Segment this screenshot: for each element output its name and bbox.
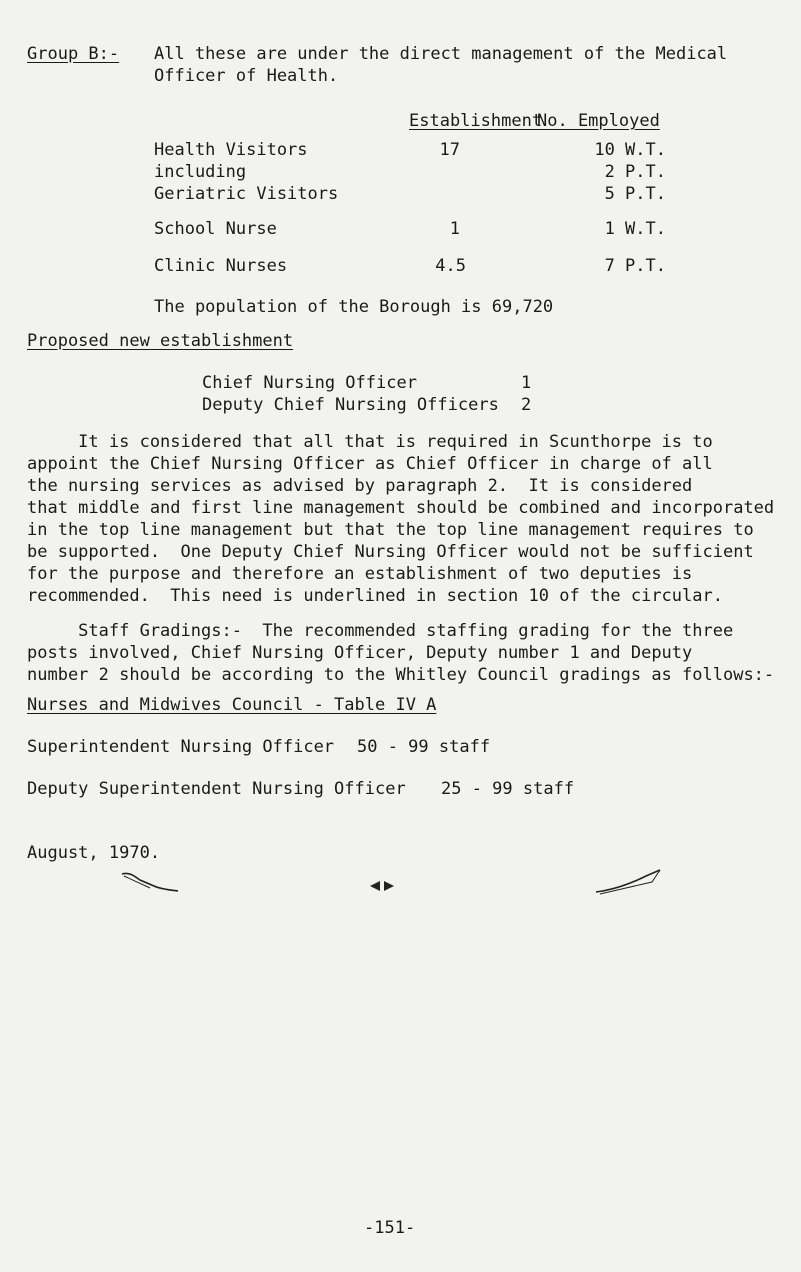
paragraph-line: recommended. This need is underlined in section 10 of the circular. xyxy=(27,586,723,606)
paragraph-line: appoint the Chief Nursing Officer as Chief Officer in charge of all xyxy=(27,454,713,474)
row-employed: 5 P.T. xyxy=(604,184,666,204)
row-employed: 2 P.T. xyxy=(604,162,666,182)
ornament-right-icon xyxy=(594,868,664,896)
row-establishment: 1 xyxy=(449,219,460,239)
row-name: Clinic Nurses xyxy=(154,256,288,276)
proposed-item-count: 2 xyxy=(521,395,532,415)
ornament-arrows-icon xyxy=(368,878,428,894)
row-employed: 7 P.T. xyxy=(604,256,666,276)
paragraph-line: that middle and first line management should be combined and incorporated xyxy=(27,498,775,518)
group-description-line2: Officer of Health. xyxy=(154,66,339,86)
proposed-item-label: Deputy Chief Nursing Officers xyxy=(202,395,499,415)
row-name: Geriatric Visitors xyxy=(154,184,339,204)
header-employed: No. Employed xyxy=(537,111,660,131)
paragraph-line: the nursing services as advised by paragraph 2. It is considered xyxy=(27,476,693,496)
paragraph-line: be supported. One Deputy Chief Nursing Officer would not be sufficient xyxy=(27,542,754,562)
grading-range: 50 - 99 staff xyxy=(357,737,491,757)
grading-post: Deputy Superintendent Nursing Officer xyxy=(27,779,406,799)
header-establishment: Establishment xyxy=(409,111,543,131)
page-number: -151- xyxy=(364,1218,416,1238)
row-name: including xyxy=(154,162,247,182)
row-establishment: 4.5 xyxy=(435,256,466,276)
proposed-item-count: 1 xyxy=(521,373,532,393)
paragraph-management xyxy=(27,431,787,607)
proposed-heading: Proposed new establishment xyxy=(27,331,294,351)
paragraph-staff-gradings xyxy=(27,620,787,686)
row-establishment: 17 xyxy=(439,140,460,160)
paragraph-line: Staff Gradings:- The recommended staffing grading for the three xyxy=(27,621,734,641)
council-table-heading: Nurses and Midwives Council - Table IV A xyxy=(27,695,437,715)
proposed-item-label: Chief Nursing Officer xyxy=(202,373,417,393)
paragraph-line: posts involved, Chief Nursing Officer, Deputy number 1 and Deputy xyxy=(27,643,693,663)
paragraph-line: It is considered that all that is required in Scunthorpe is to xyxy=(27,432,713,452)
paragraph-line: for the purpose and therefore an establishment of two deputies is xyxy=(27,564,693,584)
grading-post: Superintendent Nursing Officer xyxy=(27,737,335,757)
paragraph-line: number 2 should be according to the Whitley Council gradings as follows:- xyxy=(27,665,775,685)
paragraph-line: in the top line management but that the top line management requires to xyxy=(27,520,754,540)
population-statement: The population of the Borough is 69,720 xyxy=(154,297,554,317)
grading-range: 25 - 99 staff xyxy=(441,779,575,799)
row-employed: 10 W.T. xyxy=(594,140,666,160)
group-label: Group B:- xyxy=(27,44,120,64)
ornament-left-icon xyxy=(120,870,180,894)
document-date: August, 1970. xyxy=(27,843,161,863)
row-name: Health Visitors xyxy=(154,140,308,160)
row-employed: 1 W.T. xyxy=(604,219,666,239)
row-name: School Nurse xyxy=(154,219,277,239)
group-description-line1: All these are under the direct management of the Medical xyxy=(154,44,728,64)
